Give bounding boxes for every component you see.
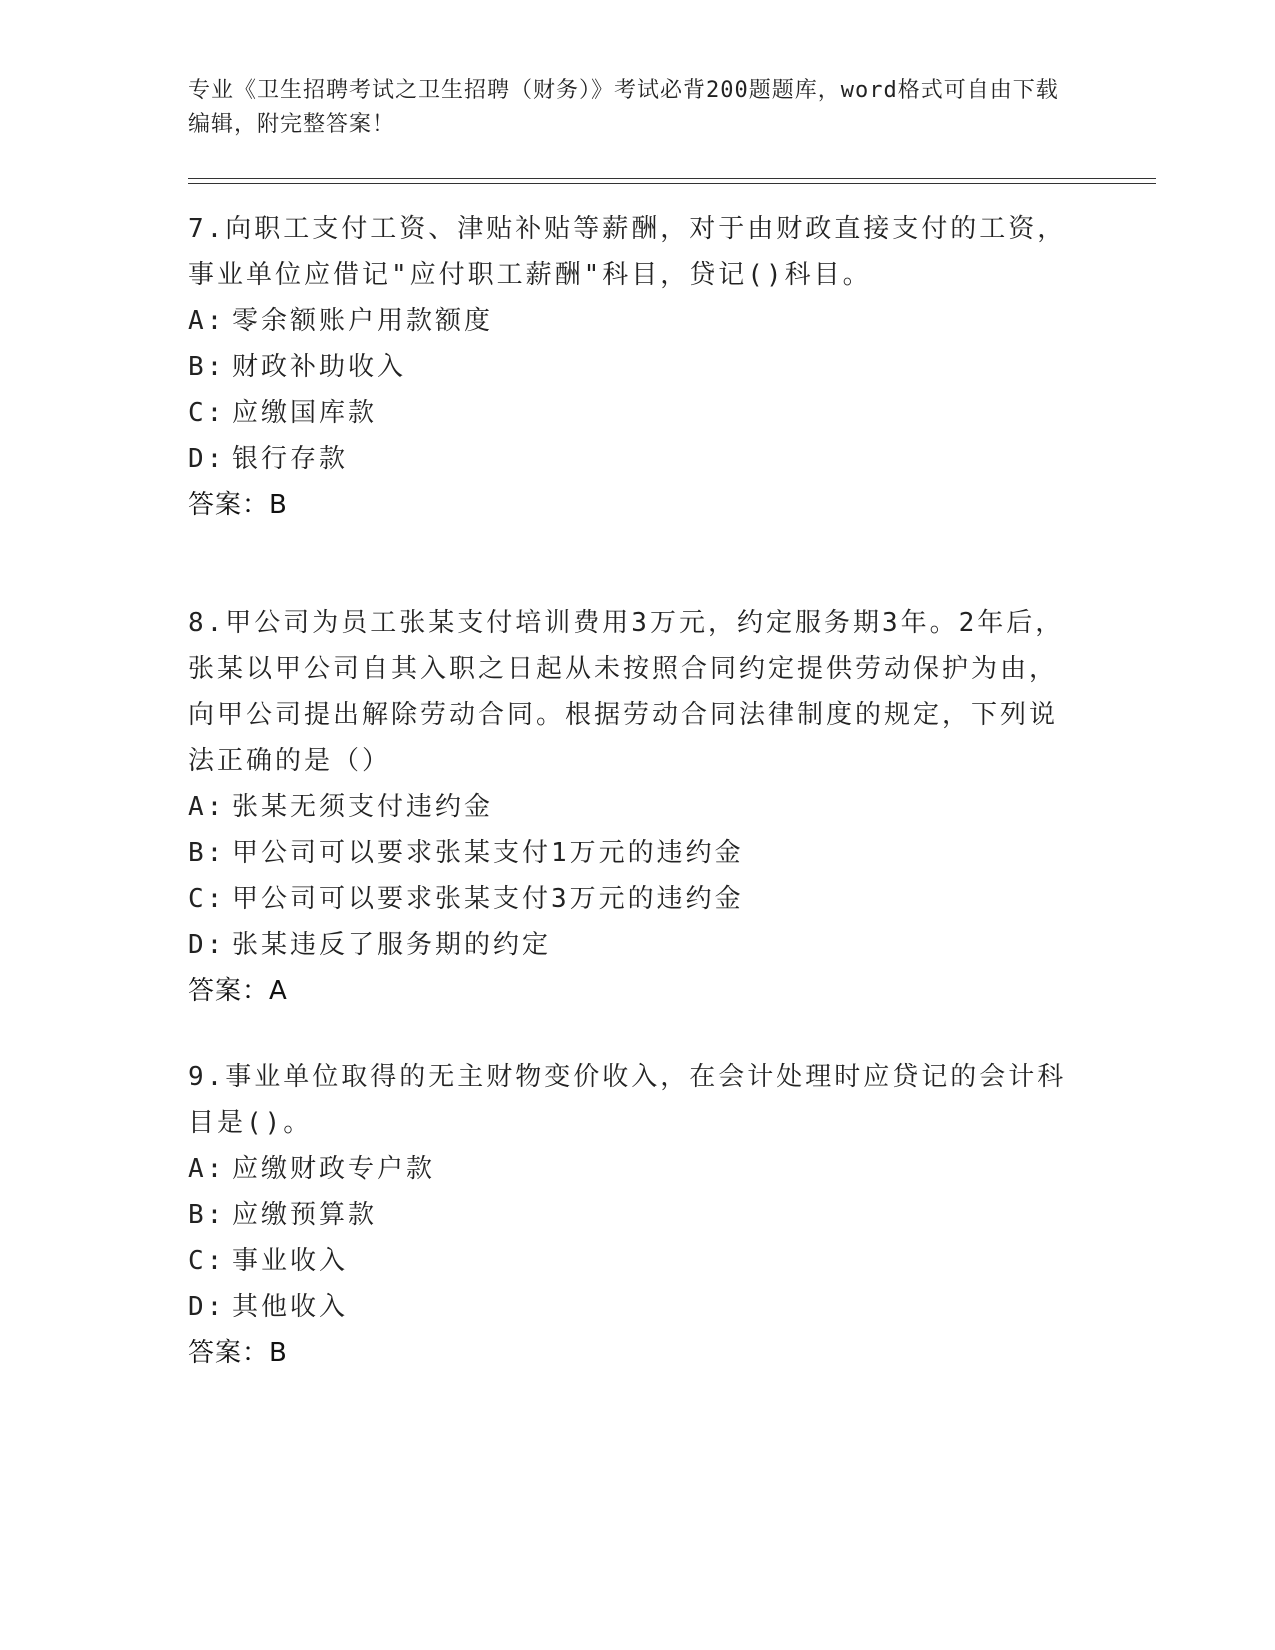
option-text: 张某无须支付违约金 [232, 792, 494, 822]
option-key: B: [188, 1200, 226, 1230]
option-text: 其他收入 [232, 1292, 349, 1322]
option-a [188, 784, 1068, 830]
header-divider-bottom [188, 183, 1156, 184]
option-c [188, 876, 1068, 922]
option-text: 银行存款 [232, 444, 349, 474]
question-stem: 9.事业单位取得的无主财物变价收入，在会计处理时应贷记的会计科目是()。 [188, 1062, 1067, 1138]
option-a [188, 298, 1068, 344]
option-d [188, 1284, 1068, 1330]
answer-line: 答案：B [188, 1338, 288, 1368]
option-a [188, 1146, 1068, 1192]
option-text: 甲公司可以要求张某支付3万元的违约金 [232, 884, 744, 914]
question-stem: 8.甲公司为员工张某支付培训费用3万元，约定服务期3年。2年后，张某以甲公司自其入职之日起从未按照合同约定提供劳动保护为由，向甲公司提出解除劳动合同。根据劳动合同法律制度的规定，下列说法正确的是（） [188, 608, 1065, 776]
option-key: B: [188, 352, 226, 382]
question-stem: 7.向职工支付工资、津贴补贴等薪酬，对于由财政直接支付的工资，事业单位应借记"应付职工薪酬"科目，贷记()科目。 [188, 214, 1067, 290]
answer-line: 答案：A [188, 976, 288, 1006]
option-key: A: [188, 1154, 226, 1184]
option-d [188, 922, 1068, 968]
option-c [188, 390, 1068, 436]
option-key: A: [188, 306, 226, 336]
answer-line: 答案：B [188, 490, 288, 520]
option-b [188, 344, 1068, 390]
option-text: 零余额账户用款额度 [232, 306, 494, 336]
option-text: 事业收入 [232, 1246, 349, 1276]
question-8 [188, 600, 1068, 1014]
option-key: A: [188, 792, 226, 822]
option-text: 应缴国库款 [232, 398, 378, 428]
option-b [188, 830, 1068, 876]
option-text: 张某违反了服务期的约定 [232, 930, 552, 960]
option-text: 财政补助收入 [232, 352, 407, 382]
option-b [188, 1192, 1068, 1238]
option-key: C: [188, 884, 226, 914]
option-key: D: [188, 930, 226, 960]
option-text: 甲公司可以要求张某支付1万元的违约金 [232, 838, 744, 868]
option-key: B: [188, 838, 226, 868]
option-key: C: [188, 1246, 226, 1276]
header-divider-top [188, 178, 1156, 179]
document-header: 专业《卫生招聘考试之卫生招聘（财务）》考试必背200题题库，word格式可自由下载编辑，附完整答案！ [188, 78, 1059, 137]
option-key: D: [188, 1292, 226, 1322]
option-key: C: [188, 398, 226, 428]
question-9 [188, 1054, 1068, 1376]
option-key: D: [188, 444, 226, 474]
option-c [188, 1238, 1068, 1284]
option-text: 应缴财政专户款 [232, 1154, 436, 1184]
option-d [188, 436, 1068, 482]
option-text: 应缴预算款 [232, 1200, 378, 1230]
question-7 [188, 206, 1068, 528]
